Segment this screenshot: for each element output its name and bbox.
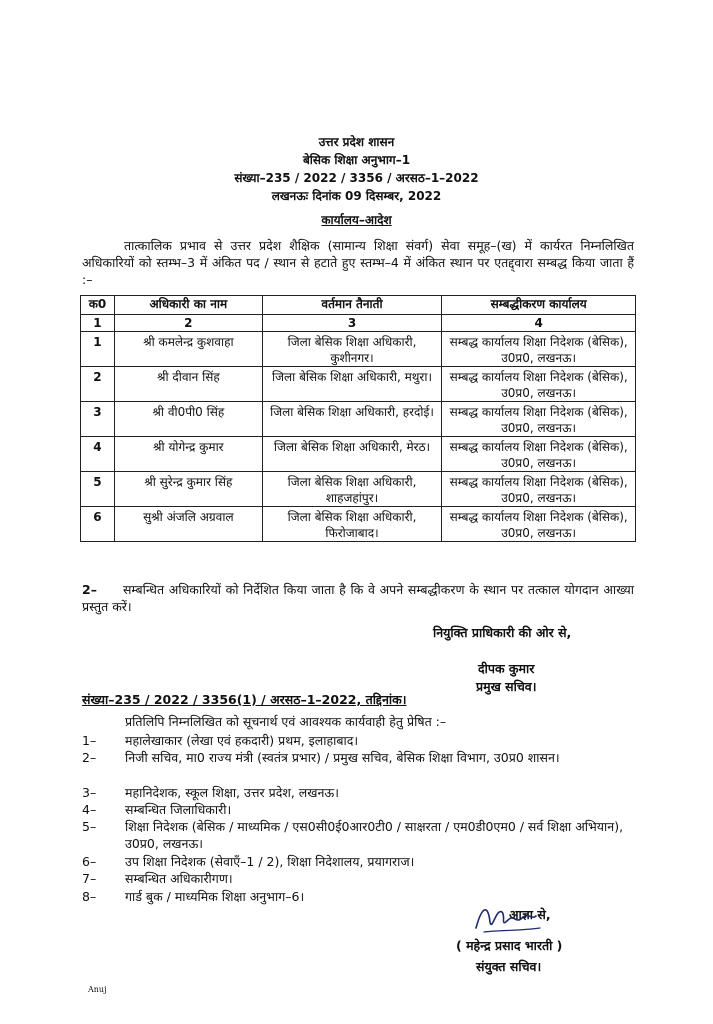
order-title: कार्यालय–आदेश — [321, 213, 392, 227]
row-sno: 4 — [81, 437, 115, 472]
cc-item-number: 5– — [82, 819, 97, 834]
table-row — [81, 367, 636, 402]
cc-intro: प्रतिलिपि निम्नलिखित को सूचनार्थ एवं आवश्यक कार्यवाही हेतु प्रेषित :– — [125, 714, 447, 729]
cc-item-number: 6– — [82, 854, 97, 869]
col-header-name: अधिकारी का नाम — [114, 296, 262, 315]
row-attach: सम्बद्ध कार्यालय शिक्षा निदेशक (बेसिक), उ0प्र0, लखनऊ। — [442, 402, 636, 437]
row-posting: जिला बेसिक शिक्षा अधिकारी, मथुरा। — [262, 367, 442, 402]
row-sno: 3 — [81, 402, 115, 437]
cc-item-text: शिक्षा निदेशक (बेसिक / माध्यमिक / एस0सी0ई0आर0टी0 / साक्षरता / एम0डी0एम0 / सर्व शिक्षा अभियान), उ0प्र0, लखनऊ। — [125, 819, 624, 851]
officers-table — [80, 295, 636, 542]
row-attach: सम्बद्ध कार्यालय शिक्षा निदेशक (बेसिक), उ0प्र0, लखनऊ। — [442, 367, 636, 402]
authority-line: नियुक्ति प्राधिकारी की ओर से, — [433, 625, 572, 640]
row-attach: सम्बद्ध कार्यालय शिक्षा निदेशक (बेसिक), उ0प्र0, लखनऊ। — [442, 332, 636, 367]
row-name: सुश्री अंजलि अग्रवाल — [114, 507, 262, 542]
table-row — [81, 472, 636, 507]
header-line1: उत्तर प्रदेश शासन — [318, 135, 395, 149]
cc-item-number: 2– — [82, 750, 97, 765]
signatory2-designation: संयुक्त सचिव। — [476, 959, 542, 974]
cc-item-number: 1– — [82, 733, 97, 748]
row-sno: 6 — [81, 507, 115, 542]
col-number: 4 — [442, 315, 636, 332]
row-attach: सम्बद्ध कार्यालय शिक्षा निदेशक (बेसिक), उ0प्र0, लखनऊ। — [442, 472, 636, 507]
table-row — [81, 332, 636, 367]
header-ref: संख्या–235 / 2022 / 3356 / अरसठ–1–2022 — [234, 171, 479, 185]
point-2-number: 2– — [82, 582, 97, 597]
cc-item-number: 8– — [82, 889, 97, 904]
col-header-posting: वर्तमान तैनाती — [262, 296, 442, 315]
col-header-attach: सम्बद्धीकरण कार्यालय — [442, 296, 636, 315]
cc-reference: संख्या–235 / 2022 / 3356(1) / अरसठ–1–2022, तद्दिनांक। — [82, 692, 407, 707]
cc-item-text: निजी सचिव, मा0 राज्य मंत्री (स्वतंत्र प्रभार) / प्रमुख सचिव, बेसिक शिक्षा विभाग, उ0प्र0 शासन। — [125, 750, 560, 765]
intro-paragraph: तात्कालिक प्रभाव से उत्तर प्रदेश शैक्षिक (सामान्य शिक्षा संवर्ग) सेवा समूह–(ख) में कार्यरत निम्नलिखित अधिकारियों को स्तम्भ–3 में अंकित पद / स्थान से हटाते हुए स्तम्भ–4 में अंकित स्थान पर एतद्द्वारा सम्बद्ध किया जाता हैं :– — [82, 238, 634, 287]
signatory1-designation: प्रमुख सचिव। — [476, 679, 537, 694]
cc-item-number: 3– — [82, 785, 97, 800]
row-name: श्री सुरेन्द्र कुमार सिंह — [114, 472, 262, 507]
point-2-text: सम्बन्धित अधिकारियों को निर्देशित किया जाता है कि वे अपने सम्बद्धीकरण के स्थान पर तत्काल योगदान आख्या प्रस्तुत करें। — [82, 582, 634, 614]
col-number: 2 — [114, 315, 262, 332]
row-attach: सम्बद्ध कार्यालय शिक्षा निदेशक (बेसिक), उ0प्र0, लखनऊ। — [442, 437, 636, 472]
footer-initials: Anuj — [88, 985, 107, 994]
cc-item-text: सम्बन्धित जिलाधिकारी। — [125, 802, 232, 817]
cc-item-text: उप शिक्षा निदेशक (सेवाएँ–1 / 2), शिक्षा निदेशालय, प्रयागराज। — [125, 854, 415, 869]
row-posting: जिला बेसिक शिक्षा अधिकारी, कुशीनगर। — [262, 332, 442, 367]
table-row — [81, 402, 636, 437]
row-name: श्री वी0पी0 सिंह — [114, 402, 262, 437]
col-number: 3 — [262, 315, 442, 332]
cc-item-number: 7– — [82, 871, 97, 886]
row-posting: जिला बेसिक शिक्षा अधिकारी, शाहजहांपुर। — [262, 472, 442, 507]
column-number-row — [81, 315, 636, 332]
cc-item-number: 4– — [82, 802, 97, 817]
handwritten-signature-icon — [470, 898, 560, 938]
table-row — [81, 507, 636, 542]
table-row — [81, 437, 636, 472]
row-sno: 2 — [81, 367, 115, 402]
table-header-row — [81, 296, 636, 315]
header-line2: बेसिक शिक्षा अनुभाग–1 — [302, 153, 411, 167]
row-posting: जिला बेसिक शिक्षा अधिकारी, मेरठ। — [262, 437, 442, 472]
row-name: श्री कमलेन्द्र कुशवाहा — [114, 332, 262, 367]
cc-item-text: महालेखाकार (लेखा एवं हकदारी) प्रथम, इलाहाबाद। — [125, 733, 359, 748]
signatory2-name: ( महेन्द्र प्रसाद भारती ) — [456, 938, 563, 953]
point-2 — [82, 581, 634, 615]
row-name: श्री योगेन्द्र कुमार — [114, 437, 262, 472]
header-place-date: लखनऊः दिनांक 09 दिसम्बर, 2022 — [271, 189, 442, 203]
row-sno: 1 — [81, 332, 115, 367]
col-header-sno: क0 — [81, 296, 115, 315]
row-name: श्री दीवान सिंह — [114, 367, 262, 402]
row-attach: सम्बद्ध कार्यालय शिक्षा निदेशक (बेसिक), उ0प्र0, लखनऊ। — [442, 507, 636, 542]
row-posting: जिला बेसिक शिक्षा अधिकारी, हरदोई। — [262, 402, 442, 437]
row-sno: 5 — [81, 472, 115, 507]
order-line: आज्ञा से, — [509, 907, 551, 922]
cc-item-text: गार्ड बुक / माध्यमिक शिक्षा अनुभाग–6। — [125, 889, 305, 904]
col-number: 1 — [81, 315, 115, 332]
cc-item-text: महानिदेशक, स्कूल शिक्षा, उत्तर प्रदेश, लखनऊ। — [125, 785, 339, 800]
row-posting: जिला बेसिक शिक्षा अधिकारी, फिरोजाबाद। — [262, 507, 442, 542]
signatory1-name: दीपक कुमार — [478, 661, 535, 676]
cc-item-text: सम्बन्धित अधिकारीगण। — [125, 871, 233, 886]
